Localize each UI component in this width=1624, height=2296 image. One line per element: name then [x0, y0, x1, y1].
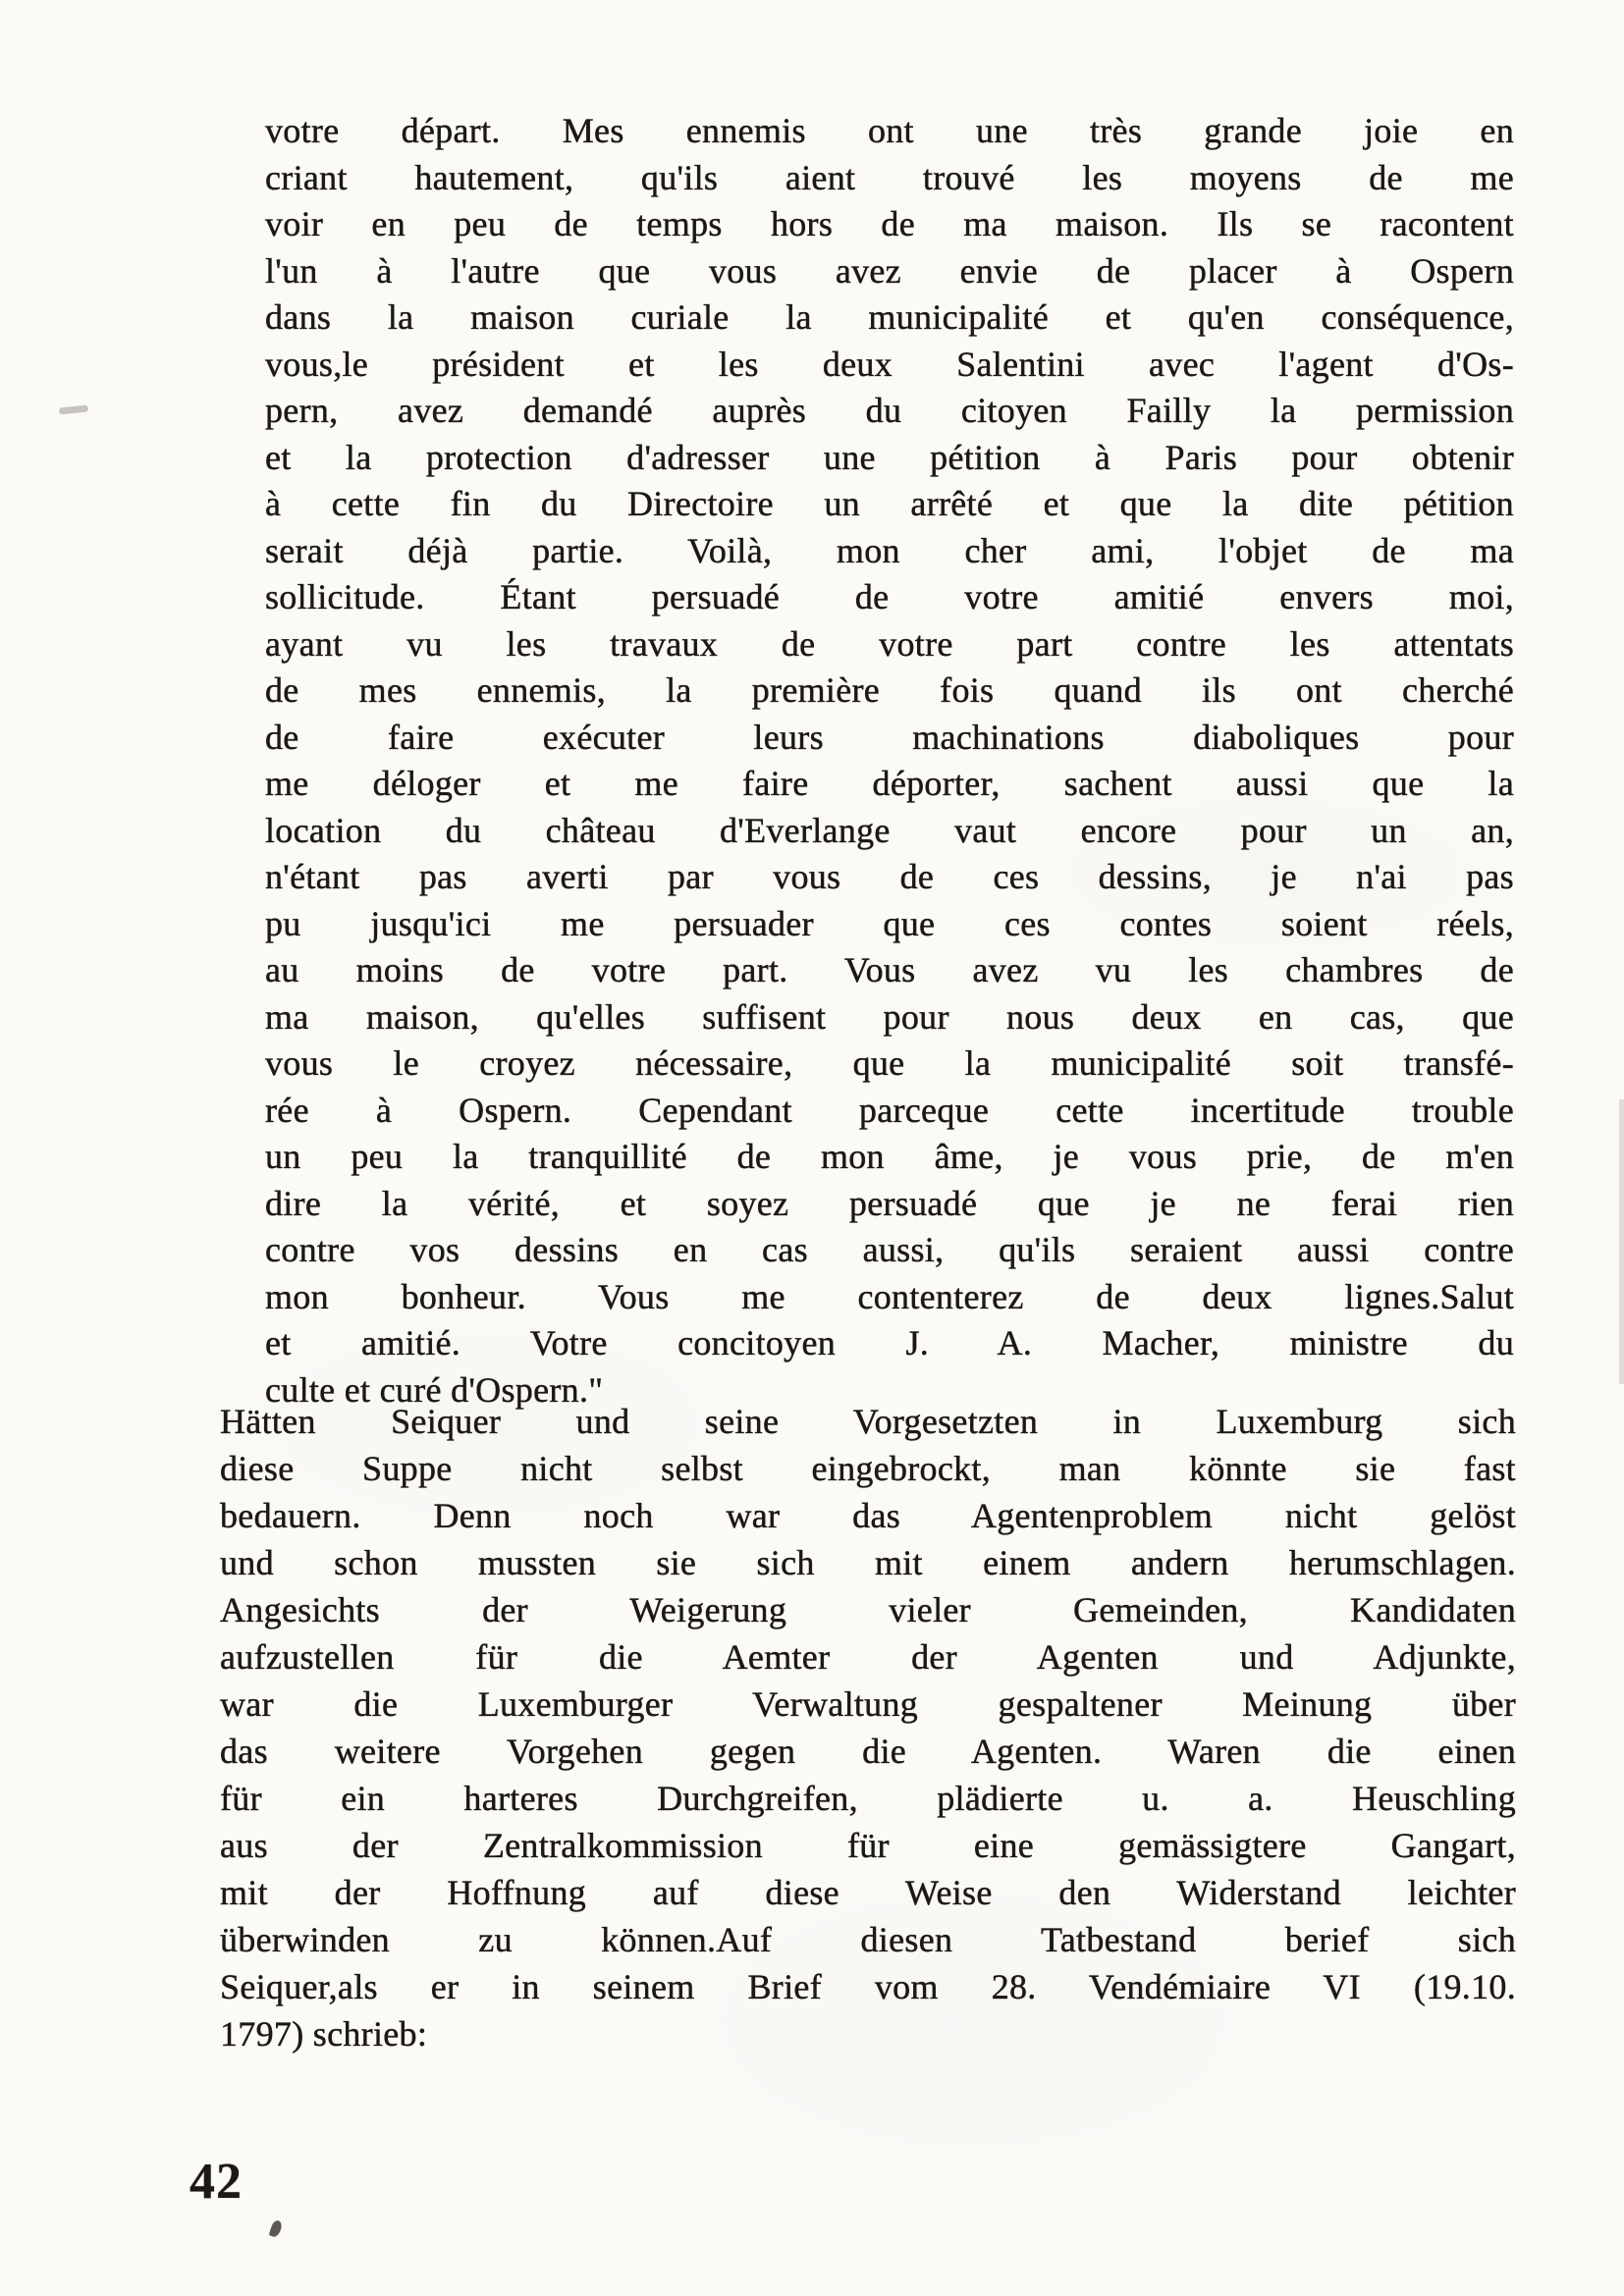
text-line: ayant vu les travaux de votre part contre les attentats	[265, 623, 1514, 664]
commentary-paragraph	[220, 1398, 1516, 2057]
text-line: diese Suppe nicht selbst eingebrockt, man könnte sie fast	[220, 1449, 1516, 1488]
scan-shadow-right-edge	[1619, 1099, 1624, 1384]
text-line: aufzustellen für die Aemter der Agenten und Adjunkte,	[220, 1637, 1516, 1677]
text-line: mon bonheur. Vous me contenterez de deux lignes.Salut	[265, 1276, 1514, 1316]
text-line: et la protection d'adresser une pétition à Paris pour obtenir	[265, 437, 1514, 477]
text-line: culte et curé d'Ospern."	[265, 1369, 604, 1410]
text-line: Angesichts der Weigerung vieler Gemeinden, Kandidaten	[220, 1590, 1516, 1629]
text-line: serait déjà partie. Voilà, mon cher ami, l'objet de ma	[265, 530, 1514, 570]
text-line: Seiquer,als er in seinem Brief vom 28. Vendémiaire VI (19.10.	[220, 1967, 1516, 2006]
text-line: dans la maison curiale la municipalité et qu'en conséquence,	[265, 297, 1514, 337]
text-line: criant hautement, qu'ils aient trouvé les moyens de me	[265, 157, 1514, 197]
text-line: à cette fin du Directoire un arrêté et que la dite pétition	[265, 484, 1514, 523]
text-line: n'étant pas averti par vous de ces dessins, je n'ai pas	[265, 857, 1514, 896]
text-line: dire la vérité, et soyez persuadé que je ne ferai rien	[265, 1183, 1514, 1223]
text-line: war die Luxemburger Verwaltung gespaltener Meinung über	[220, 1684, 1516, 1724]
scan-speck-below-page-number	[269, 2219, 284, 2238]
text-line: de mes ennemis, la première fois quand ils ont cherché	[265, 670, 1514, 710]
text-line: un peu la tranquillité de mon âme, je vous prie, de m'en	[265, 1137, 1514, 1176]
text-line: me déloger et me faire déporter, sachent aussi que la	[265, 764, 1514, 803]
text-line: das weitere Vorgehen gegen die Agenten. Waren die einen	[220, 1732, 1516, 1771]
text-line: vous,le président et les deux Salentini avec l'agent d'Os-	[265, 344, 1514, 384]
text-line: de faire exécuter leurs machinations diaboliques pour	[265, 717, 1514, 757]
text-line: et amitié. Votre concitoyen J. A. Macher, ministre du	[265, 1323, 1514, 1362]
letter-quote-block	[265, 108, 1514, 1414]
text-line: und schon mussten sie sich mit einem andern herumschlagen.	[220, 1543, 1516, 1582]
scan-smudge-left-margin	[59, 404, 89, 414]
text-line: vous le croyez nécessaire, que la municipalité soit transfé-	[265, 1043, 1514, 1083]
text-line: pu jusqu'ici me persuader que ces contes soient réels,	[265, 903, 1514, 943]
text-line: überwinden zu können.Auf diesen Tatbestand berief sich	[220, 1920, 1516, 1959]
text-line: votre départ. Mes ennemis ont une très grande joie en	[265, 111, 1514, 150]
text-line: bedauern. Denn noch war das Agentenproblem nicht gelöst	[220, 1496, 1516, 1535]
text-line: pern, avez demandé auprès du citoyen Failly la permission	[265, 391, 1514, 430]
text-line: sollicitude. Étant persuadé de votre amitié envers moi,	[265, 577, 1514, 616]
text-line: Hätten Seiquer und seine Vorgesetzten in Luxemburg sich	[220, 1402, 1516, 1441]
page-number: 42	[189, 2154, 243, 2210]
text-line: contre vos dessins en cas aussi, qu'ils seraient aussi contre	[265, 1230, 1514, 1269]
text-line: l'un à l'autre que vous avez envie de placer à Ospern	[265, 250, 1514, 291]
text-line: location du château d'Everlange vaut encore pour un an,	[265, 810, 1514, 850]
text-line: aus der Zentralkommission für eine gemässigtere Gangart,	[220, 1826, 1516, 1865]
text-line: voir en peu de temps hors de ma maison. Ils se racontent	[265, 204, 1514, 243]
text-line: mit der Hoffnung auf diese Weise den Widerstand leichter	[220, 1873, 1516, 1912]
text-line: ma maison, qu'elles suffisent pour nous deux en cas, que	[265, 996, 1514, 1037]
text-line: au moins de votre part. Vous avez vu les chambres de	[265, 950, 1514, 989]
text-line: 1797) schrieb:	[220, 2014, 428, 2054]
text-line: für ein harteres Durchgreifen, plädierte u. a. Heuschling	[220, 1779, 1516, 1818]
text-line: rée à Ospern. Cependant parceque cette incertitude trouble	[265, 1090, 1514, 1130]
